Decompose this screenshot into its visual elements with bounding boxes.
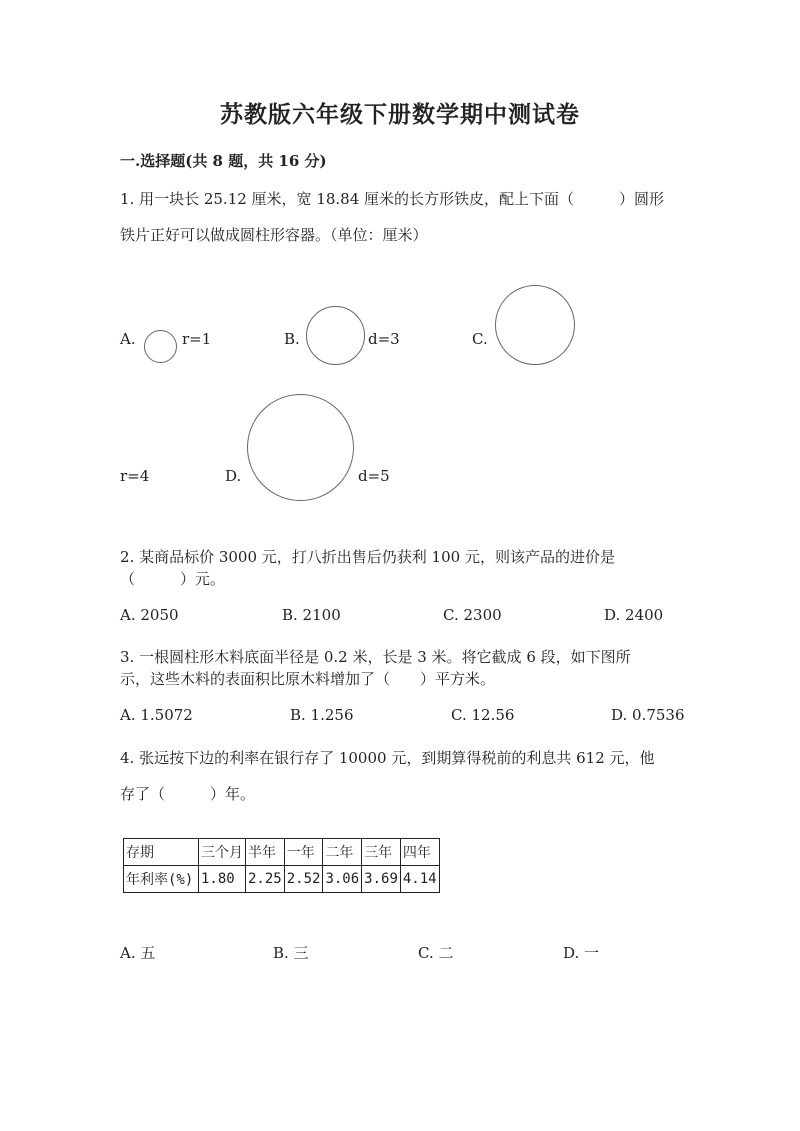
table-cell: 四年 bbox=[400, 839, 439, 866]
q1-option-c-size: r=4 bbox=[120, 467, 150, 485]
table-cell: 二年 bbox=[323, 839, 362, 866]
table-row bbox=[124, 866, 440, 893]
circle-a-figure bbox=[144, 330, 177, 363]
table-cell: 年利率(%) bbox=[124, 866, 199, 893]
q2-line1: 2. 某商品标价 3000 元，打八折出售后仍获利 100 元，则该产品的进价是 bbox=[120, 548, 615, 566]
q4-line2: 存了（ ）年。 bbox=[120, 785, 256, 803]
q1-option-d-label: D. bbox=[225, 467, 242, 485]
table-cell: 半年 bbox=[246, 839, 285, 866]
interest-rate-table bbox=[123, 838, 440, 893]
q3-option-a: A. 1.5072 bbox=[120, 706, 193, 724]
table-cell: 3.06 bbox=[323, 866, 362, 893]
table-header-row bbox=[124, 839, 440, 866]
table-cell: 2.25 bbox=[246, 866, 285, 893]
table-cell: 3.69 bbox=[362, 866, 401, 893]
table-cell: 4.14 bbox=[400, 866, 439, 893]
q1-option-a-size: r=1 bbox=[182, 330, 212, 348]
section-heading: 一.选择题(共 8 题，共 16 分) bbox=[120, 152, 327, 170]
q2-option-b: B. 2100 bbox=[282, 606, 341, 624]
q2-option-c: C. 2300 bbox=[443, 606, 502, 624]
q1-option-c-label: C. bbox=[472, 330, 488, 348]
q1-option-a-label: A. bbox=[120, 330, 136, 348]
q4-option-b: B. 三 bbox=[273, 944, 309, 962]
table-cell: 1.80 bbox=[199, 866, 246, 893]
circle-c-figure bbox=[495, 285, 575, 365]
q4-option-c: C. 二 bbox=[418, 944, 454, 962]
q3-line2: 示，这些木料的表面积比原木料增加了（ ）平方米。 bbox=[120, 670, 496, 688]
circle-d-figure bbox=[247, 394, 354, 501]
table-cell: 三个月 bbox=[199, 839, 246, 866]
q4-option-d: D. 一 bbox=[563, 944, 600, 962]
q1-option-d-size: d=5 bbox=[358, 467, 390, 485]
q1-line2: 铁片正好可以做成圆柱形容器。（单位：厘米） bbox=[120, 226, 428, 244]
q1-option-b-label: B. bbox=[284, 330, 300, 348]
table-cell: 2.52 bbox=[284, 866, 323, 893]
q3-line1: 3. 一根圆柱形木料底面半径是 0.2 米，长是 3 米。将它截成 6 段，如下图所 bbox=[120, 648, 631, 666]
q2-option-d: D. 2400 bbox=[604, 606, 664, 624]
q4-option-a: A. 五 bbox=[120, 944, 156, 962]
q4-line1: 4. 张远按下边的利率在银行存了 10000 元，到期算得税前的利息共 612 元，他 bbox=[120, 749, 655, 767]
table-cell: 三年 bbox=[362, 839, 401, 866]
q3-option-b: B. 1.256 bbox=[290, 706, 354, 724]
q2-line2: （ ）元。 bbox=[120, 570, 226, 588]
q2-option-a: A. 2050 bbox=[120, 606, 179, 624]
q1-line1: 1. 用一块长 25.12 厘米，宽 18.84 厘米的长方形铁皮，配上下面（ ）圆形 bbox=[120, 190, 665, 208]
table-cell: 存期 bbox=[124, 839, 199, 866]
table-cell: 一年 bbox=[284, 839, 323, 866]
page-title: 苏教版六年级下册数学期中测试卷 bbox=[220, 101, 580, 128]
q3-option-c: C. 12.56 bbox=[451, 706, 515, 724]
q1-option-b-size: d=3 bbox=[368, 330, 400, 348]
circle-b-figure bbox=[306, 306, 365, 365]
q3-option-d: D. 0.7536 bbox=[611, 706, 685, 724]
